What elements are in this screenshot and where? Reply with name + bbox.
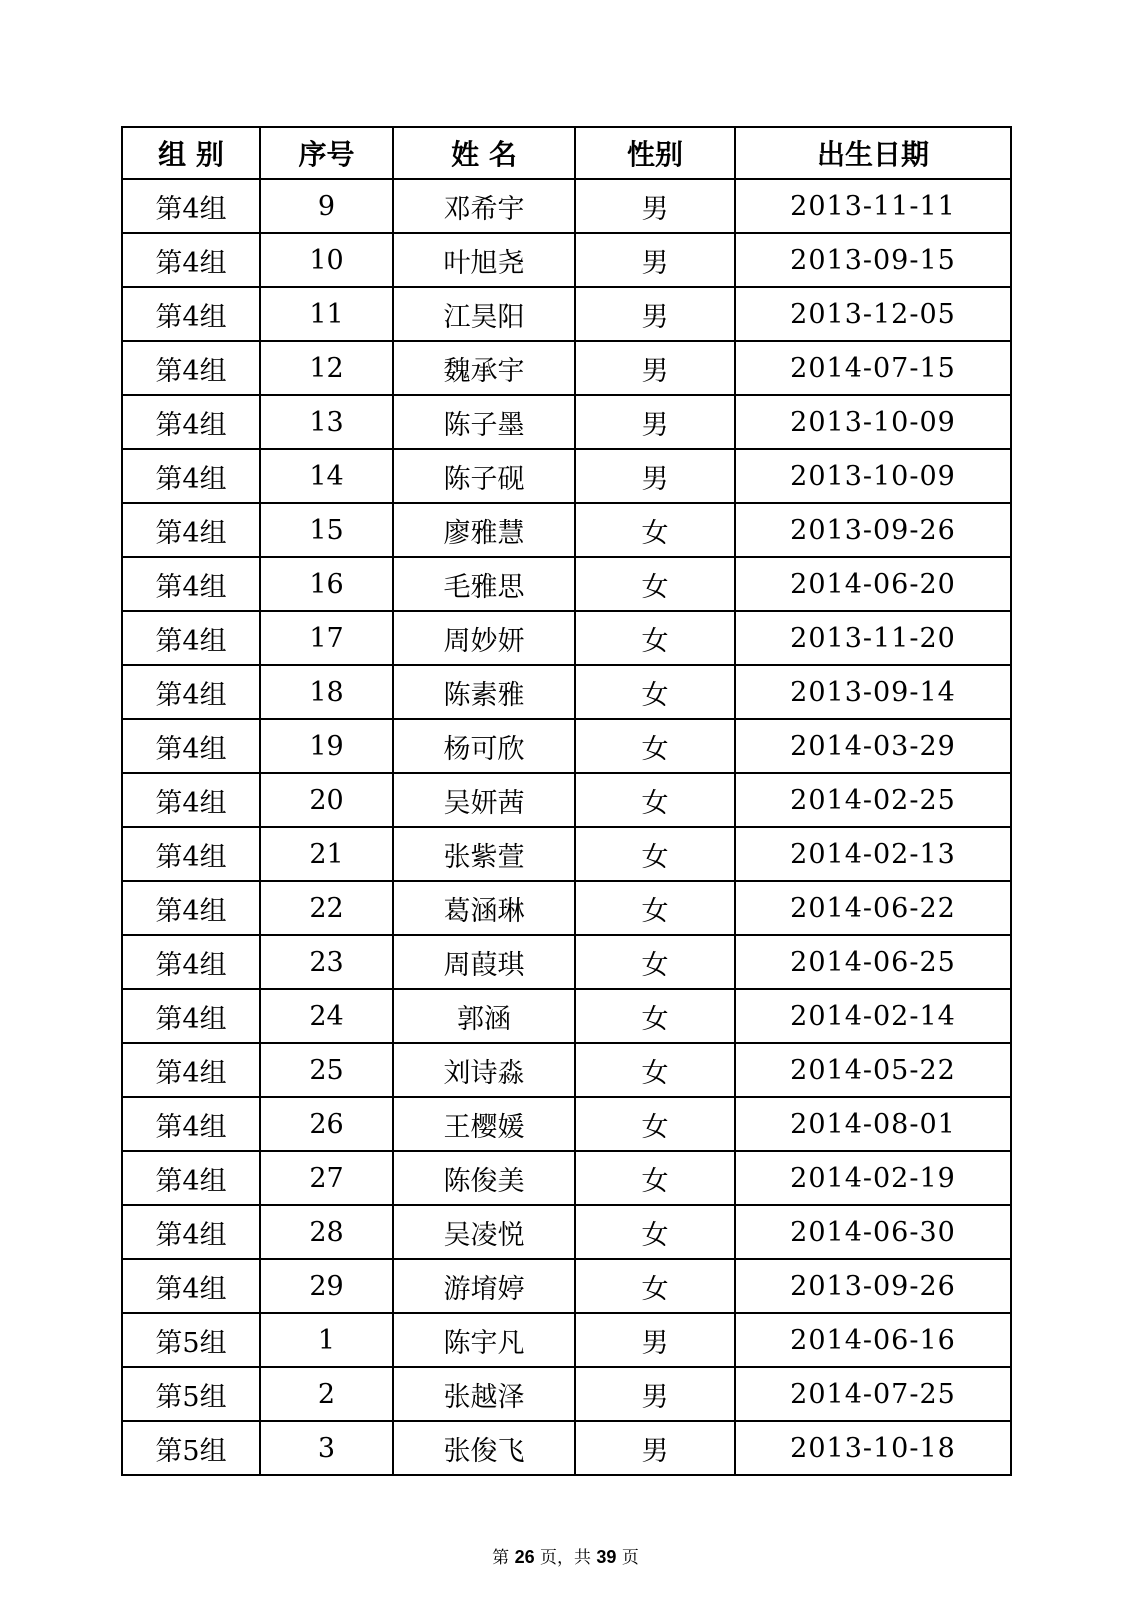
total-pages-number: 39 xyxy=(596,1547,617,1567)
cell-name: 叶旭尧 xyxy=(393,233,575,287)
cell-group: 第5组 xyxy=(122,1421,260,1475)
header-group: 组 别 xyxy=(122,127,260,179)
table-row xyxy=(122,179,1011,233)
cell-name: 陈子墨 xyxy=(393,395,575,449)
cell-seq: 11 xyxy=(260,287,393,341)
cell-name: 周葭琪 xyxy=(393,935,575,989)
page-footer xyxy=(0,1543,1131,1568)
table-row xyxy=(122,1043,1011,1097)
cell-seq: 21 xyxy=(260,827,393,881)
cell-name: 游堉婷 xyxy=(393,1259,575,1313)
cell-name: 江昊阳 xyxy=(393,287,575,341)
cell-seq: 22 xyxy=(260,881,393,935)
header-gender: 性别 xyxy=(575,127,735,179)
cell-group: 第4组 xyxy=(122,773,260,827)
cell-group: 第4组 xyxy=(122,557,260,611)
cell-gender: 男 xyxy=(575,1367,735,1421)
cell-dob: 2014-02-25 xyxy=(735,773,1011,827)
table-row xyxy=(122,1151,1011,1205)
cell-dob: 2014-06-16 xyxy=(735,1313,1011,1367)
cell-name: 刘诗淼 xyxy=(393,1043,575,1097)
cell-gender: 女 xyxy=(575,557,735,611)
cell-dob: 2014-05-22 xyxy=(735,1043,1011,1097)
cell-seq: 19 xyxy=(260,719,393,773)
cell-seq: 17 xyxy=(260,611,393,665)
cell-dob: 2014-02-13 xyxy=(735,827,1011,881)
cell-gender: 女 xyxy=(575,1097,735,1151)
cell-gender: 女 xyxy=(575,1151,735,1205)
cell-seq: 29 xyxy=(260,1259,393,1313)
cell-name: 张俊飞 xyxy=(393,1421,575,1475)
cell-seq: 9 xyxy=(260,179,393,233)
cell-group: 第4组 xyxy=(122,179,260,233)
cell-group: 第4组 xyxy=(122,1151,260,1205)
cell-seq: 26 xyxy=(260,1097,393,1151)
cell-gender: 男 xyxy=(575,233,735,287)
cell-group: 第4组 xyxy=(122,395,260,449)
cell-seq: 14 xyxy=(260,449,393,503)
table-row xyxy=(122,881,1011,935)
cell-gender: 女 xyxy=(575,611,735,665)
table-row xyxy=(122,719,1011,773)
cell-gender: 男 xyxy=(575,287,735,341)
cell-group: 第4组 xyxy=(122,287,260,341)
table-row xyxy=(122,233,1011,287)
cell-group: 第4组 xyxy=(122,935,260,989)
header-name: 姓 名 xyxy=(393,127,575,179)
cell-seq: 28 xyxy=(260,1205,393,1259)
cell-group: 第4组 xyxy=(122,665,260,719)
table-body xyxy=(122,179,1011,1475)
cell-gender: 男 xyxy=(575,395,735,449)
cell-gender: 男 xyxy=(575,1421,735,1475)
table-header-row xyxy=(122,127,1011,179)
cell-name: 魏承宇 xyxy=(393,341,575,395)
cell-gender: 女 xyxy=(575,719,735,773)
cell-dob: 2014-06-20 xyxy=(735,557,1011,611)
cell-dob: 2014-03-29 xyxy=(735,719,1011,773)
cell-dob: 2013-09-15 xyxy=(735,233,1011,287)
cell-dob: 2013-10-09 xyxy=(735,449,1011,503)
cell-name: 张紫萱 xyxy=(393,827,575,881)
cell-gender: 女 xyxy=(575,665,735,719)
cell-group: 第4组 xyxy=(122,1043,260,1097)
cell-group: 第4组 xyxy=(122,1259,260,1313)
cell-gender: 男 xyxy=(575,341,735,395)
table-row xyxy=(122,935,1011,989)
table-row xyxy=(122,557,1011,611)
cell-gender: 女 xyxy=(575,827,735,881)
cell-dob: 2013-09-14 xyxy=(735,665,1011,719)
cell-dob: 2013-10-18 xyxy=(735,1421,1011,1475)
cell-name: 张越泽 xyxy=(393,1367,575,1421)
cell-gender: 女 xyxy=(575,935,735,989)
cell-seq: 10 xyxy=(260,233,393,287)
cell-seq: 27 xyxy=(260,1151,393,1205)
cell-group: 第5组 xyxy=(122,1313,260,1367)
cell-gender: 男 xyxy=(575,449,735,503)
cell-name: 邓希宇 xyxy=(393,179,575,233)
cell-dob: 2013-11-11 xyxy=(735,179,1011,233)
cell-name: 吴妍茜 xyxy=(393,773,575,827)
cell-group: 第4组 xyxy=(122,827,260,881)
cell-group: 第4组 xyxy=(122,1097,260,1151)
cell-dob: 2013-12-05 xyxy=(735,287,1011,341)
cell-name: 毛雅思 xyxy=(393,557,575,611)
table-row xyxy=(122,611,1011,665)
cell-dob: 2013-10-09 xyxy=(735,395,1011,449)
table-row xyxy=(122,989,1011,1043)
cell-gender: 男 xyxy=(575,179,735,233)
footer-suffix: 页 xyxy=(621,1548,639,1568)
cell-name: 葛涵琳 xyxy=(393,881,575,935)
cell-seq: 13 xyxy=(260,395,393,449)
cell-dob: 2014-02-14 xyxy=(735,989,1011,1043)
cell-group: 第4组 xyxy=(122,341,260,395)
cell-name: 廖雅慧 xyxy=(393,503,575,557)
table-row xyxy=(122,341,1011,395)
table-row xyxy=(122,503,1011,557)
cell-seq: 3 xyxy=(260,1421,393,1475)
cell-group: 第4组 xyxy=(122,449,260,503)
cell-dob: 2014-02-19 xyxy=(735,1151,1011,1205)
cell-gender: 女 xyxy=(575,503,735,557)
cell-gender: 女 xyxy=(575,773,735,827)
cell-name: 郭涵 xyxy=(393,989,575,1043)
cell-gender: 女 xyxy=(575,1259,735,1313)
cell-seq: 25 xyxy=(260,1043,393,1097)
cell-group: 第4组 xyxy=(122,719,260,773)
cell-seq: 12 xyxy=(260,341,393,395)
cell-group: 第4组 xyxy=(122,611,260,665)
table-row xyxy=(122,449,1011,503)
table-row xyxy=(122,287,1011,341)
table-row xyxy=(122,395,1011,449)
cell-group: 第5组 xyxy=(122,1367,260,1421)
cell-dob: 2013-09-26 xyxy=(735,1259,1011,1313)
table-row xyxy=(122,773,1011,827)
cell-dob: 2013-11-20 xyxy=(735,611,1011,665)
cell-seq: 18 xyxy=(260,665,393,719)
cell-name: 陈宇凡 xyxy=(393,1313,575,1367)
roster-table xyxy=(121,126,1012,1476)
cell-gender: 女 xyxy=(575,1043,735,1097)
footer-prefix: 第 xyxy=(492,1548,510,1568)
table-row xyxy=(122,1097,1011,1151)
header-dob: 出生日期 xyxy=(735,127,1011,179)
cell-name: 吴凌悦 xyxy=(393,1205,575,1259)
cell-seq: 16 xyxy=(260,557,393,611)
cell-name: 杨可欣 xyxy=(393,719,575,773)
cell-name: 周妙妍 xyxy=(393,611,575,665)
header-seq: 序号 xyxy=(260,127,393,179)
cell-dob: 2013-09-26 xyxy=(735,503,1011,557)
table-row xyxy=(122,1421,1011,1475)
cell-dob: 2014-06-25 xyxy=(735,935,1011,989)
cell-gender: 女 xyxy=(575,881,735,935)
cell-group: 第4组 xyxy=(122,881,260,935)
cell-dob: 2014-07-25 xyxy=(735,1367,1011,1421)
cell-dob: 2014-08-01 xyxy=(735,1097,1011,1151)
roster-table-container xyxy=(121,126,1010,1476)
cell-seq: 20 xyxy=(260,773,393,827)
footer-middle: 页，共 xyxy=(540,1548,591,1568)
cell-seq: 15 xyxy=(260,503,393,557)
cell-group: 第4组 xyxy=(122,1205,260,1259)
cell-dob: 2014-06-30 xyxy=(735,1205,1011,1259)
cell-group: 第4组 xyxy=(122,503,260,557)
cell-name: 陈俊美 xyxy=(393,1151,575,1205)
cell-seq: 1 xyxy=(260,1313,393,1367)
cell-gender: 女 xyxy=(575,989,735,1043)
table-row xyxy=(122,827,1011,881)
table-row xyxy=(122,1367,1011,1421)
table-row xyxy=(122,1259,1011,1313)
cell-seq: 2 xyxy=(260,1367,393,1421)
cell-name: 王樱媛 xyxy=(393,1097,575,1151)
cell-gender: 女 xyxy=(575,1205,735,1259)
table-row xyxy=(122,1205,1011,1259)
current-page-number: 26 xyxy=(514,1547,535,1567)
cell-name: 陈素雅 xyxy=(393,665,575,719)
cell-group: 第4组 xyxy=(122,989,260,1043)
table-row xyxy=(122,665,1011,719)
cell-seq: 24 xyxy=(260,989,393,1043)
cell-name: 陈子砚 xyxy=(393,449,575,503)
cell-seq: 23 xyxy=(260,935,393,989)
cell-group: 第4组 xyxy=(122,233,260,287)
cell-gender: 男 xyxy=(575,1313,735,1367)
cell-dob: 2014-07-15 xyxy=(735,341,1011,395)
table-row xyxy=(122,1313,1011,1367)
cell-dob: 2014-06-22 xyxy=(735,881,1011,935)
